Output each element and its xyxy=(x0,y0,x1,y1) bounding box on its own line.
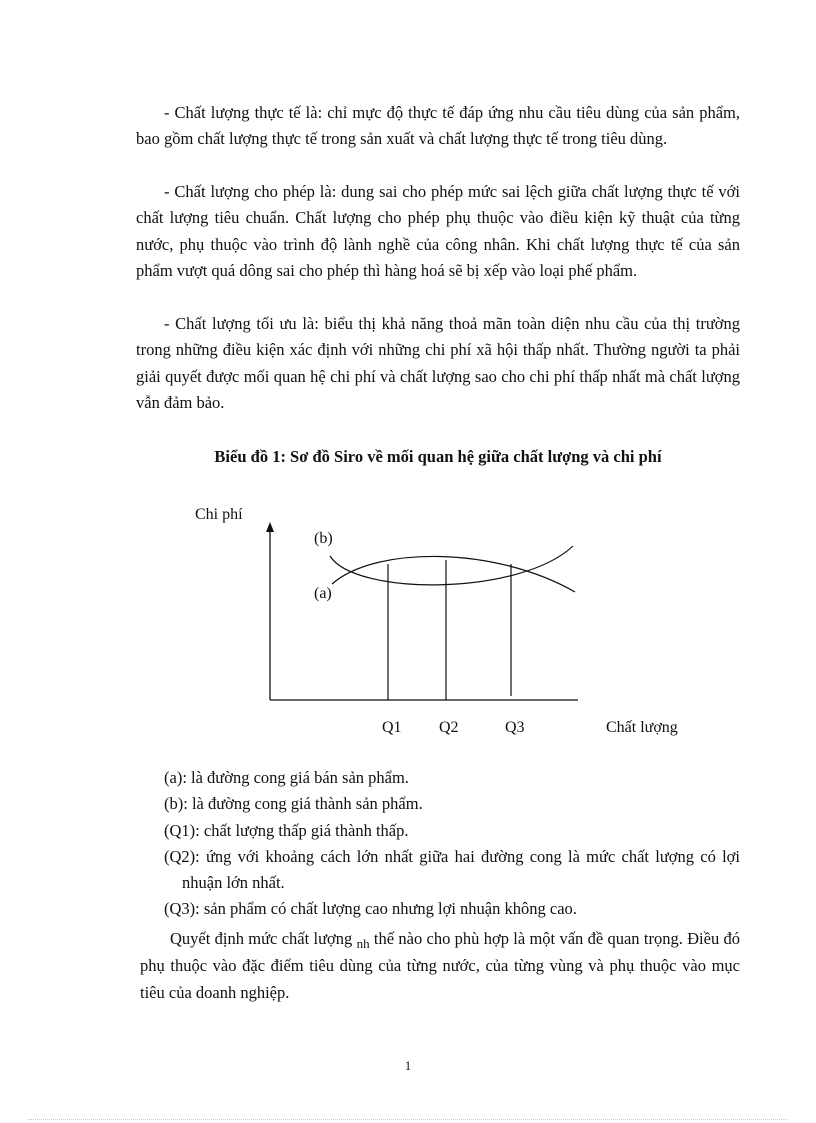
curve-b-label: (b) xyxy=(314,530,333,547)
closing-stray-text: nh xyxy=(356,936,370,951)
x-axis-label: Chất lượng xyxy=(606,719,678,736)
tick-q1: Q1 xyxy=(382,719,402,736)
paragraph-allowed-quality xyxy=(136,179,740,284)
curve-b xyxy=(332,556,575,592)
tick-q2: Q2 xyxy=(439,719,459,736)
diagram-legend xyxy=(164,765,740,923)
paragraph-optimal-quality xyxy=(136,311,740,416)
legend-item-q3: (Q3): sản phẩm có chất lượng cao nhưng lợi nhuận không cao. xyxy=(164,899,577,919)
footer-rule xyxy=(28,1119,788,1120)
y-axis-label: Chi phí xyxy=(195,506,243,523)
tick-q3: Q3 xyxy=(505,719,525,736)
legend-item-q1: (Q1): chất lượng thấp giá thành thấp. xyxy=(164,820,409,840)
legend-item-b: (b): là đường cong giá thành sản phẩm. xyxy=(164,794,423,814)
closing-text-before: Quyết định mức chất lượng xyxy=(170,929,353,948)
legend-item-a: (a): là đường cong giá bán sản phẩm. xyxy=(164,768,409,787)
legend-item-q2: (Q2): ứng với khoảng cách lớn nhất giữa hai đường cong là mức chất lượng có lợi nhuận lớn nhất. xyxy=(164,846,740,893)
curve-a-label: (a) xyxy=(314,585,332,602)
closing-paragraph xyxy=(140,926,740,1006)
paragraph-actual-quality-text: - Chất lượng thực tế là: chỉ mực độ thực tế đáp ứng nhu cầu tiêu dùng của sản phẩm, bao gồm chất lượng thực tế trong sản xuất và chất lượng thực tế trong tiêu dùng. xyxy=(136,103,740,149)
paragraph-actual-quality xyxy=(136,100,740,153)
closing-text-after: thế nào cho phù hợp là một vấn đề quan trọng. Điều đó phụ thuộc vào đặc điểm tiêu dùng của từng nước, của từng vùng và phụ thuộc vào mục tiêu của doanh nghiệp. xyxy=(140,929,741,1002)
diagram-title: Biểu đồ 1: Sơ đồ Siro về mối quan hệ giữa chất lượng và chi phí xyxy=(214,447,662,466)
page-number: 1 xyxy=(404,1058,412,1073)
paragraph-allowed-quality-text: - Chất lượng cho phép là: dung sai cho phép mức sai lệch giữa chất lượng thực tế với chất lượng tiêu chuẩn. Chất lượng cho phép phụ thuộc vào điều kiện kỹ thuật của từng nước, phụ thuộc vào trình độ lành nghề của công nhân. Khi chất lượng thực tế của sản phẩm vượt quá dông sai cho phép thì hàng hoá sẽ bị xếp vào loại phế phẩm. xyxy=(136,182,740,280)
paragraph-optimal-quality-text: - Chất lượng tối ưu là: biểu thị khả năng thoả mãn toàn diện nhu cầu của thị trường trong những điều kiện xác định với những chi phí xã hội thấp nhất. Thường người ta phải giải quyết được mối quan hệ chi phí và chất lượng sao cho chi phí thấp nhất mà chất lượng vẫn đảm bảo. xyxy=(136,314,740,412)
y-axis-arrow xyxy=(266,522,274,532)
siro-diagram xyxy=(180,496,710,746)
